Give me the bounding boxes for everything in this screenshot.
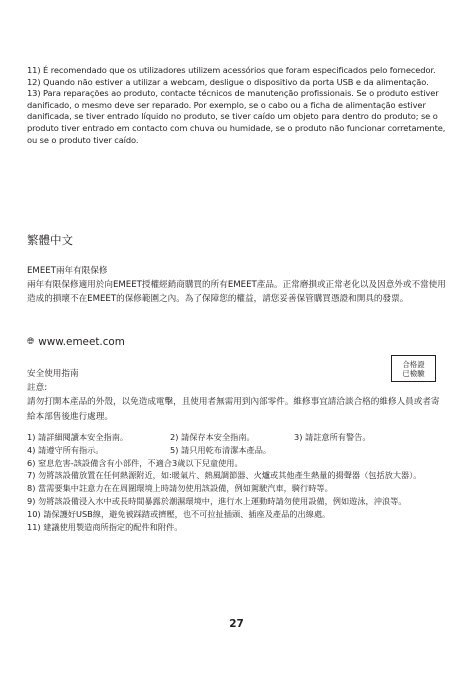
warranty-section xyxy=(27,264,447,307)
note-text: 請勿打開本產品的外殼，以免造成電擊，且使用者無需用到內部零件。維修事宜請洽談合格的維修人員或者寄給本部售後進行處理。 xyxy=(27,397,440,422)
safety-row-1 xyxy=(27,431,447,444)
pt-item-11: 11) É recomendado que os utilizadores utilizem acessórios que foram especificados pelo fornecedor. xyxy=(27,65,436,75)
safety-item-4: 4) 請遵守所有指示。 xyxy=(27,444,104,455)
page-number: 27 xyxy=(229,618,244,630)
safety-items-list xyxy=(27,431,447,533)
safety-row-2 xyxy=(27,444,447,457)
safety-item-7: 7) 勿將該設備放置在任何熱源附近，如:暖氣片、熱風調節器、火爐或其他產生熱量的揚聲器（包括放大器）。 xyxy=(27,470,422,481)
warranty-text: 兩年有限保修適用於向EMEET授權經銷商購買的所有EMEET產品。正常磨損或正常老化以及因意外或不當使用造成的損壞不在EMEET的保修範圍之內。為了保障您的權益，請您妥善保管購買憑證和開具的發票。 xyxy=(27,280,446,305)
safety-item-2: 2) 請保存本安全指南。 xyxy=(170,432,255,442)
safety-title: 安全使用指南 xyxy=(27,369,79,379)
safety-item-8: 8) 當需要集中註意力在在周圍環境上時請勿使用該設備，例如駕駛汽車，騎行時等。 xyxy=(27,483,333,494)
section-heading-traditional-chinese: 繁體中文 xyxy=(27,233,73,247)
safety-item-5: 5) 請只用乾布清潔本產品。 xyxy=(170,444,272,455)
warranty-title: EMEET兩年有限保修 xyxy=(27,266,108,276)
website-url: www.emeet.com xyxy=(38,336,125,348)
portuguese-safety-list xyxy=(27,65,447,146)
safety-item-1: 1) 請詳細閱讀本安全指南。 xyxy=(27,432,129,442)
safety-item-10: 10) 請保護好USB線，避免被踩踏或擠壓，也不可拉扯插頭、插座及產品的出線處。 xyxy=(27,508,331,519)
pt-item-12: 12) Quando não estiver a utilizar a webcam, desligue o dispositivo da porta USB e da alimentação. xyxy=(27,76,429,87)
note-label: 註意: xyxy=(27,383,48,394)
safety-item-3: 3) 請註意所有警告。 xyxy=(294,432,371,442)
website-line xyxy=(27,336,125,348)
safety-item-11: 11) 建議使用製造商所指定的配件和附件。 xyxy=(27,521,183,532)
globe-icon: 🌐︎ xyxy=(27,336,35,347)
safety-guide-section xyxy=(27,367,447,424)
safety-item-6: 6) 窒息危害-該設備含有小部件，不適合3歲以下兒童使用。 xyxy=(27,457,243,468)
pt-item-13: 13) Para reparações ao produto, contacte técnicos de manutenção profissionais. Se o produto estiver danificado, o mesmo deve ser reparado. Por exemplo, se o cabo ou a ficha de alimentação estiver danificada, se tiver entrado líquido no produto, se tiver caído um objeto para dentro do produto; se o produto tiver entrado em contacto com chuva ou humidade, se o produto não funcionar corretamente, ou se o produto tiver caído. xyxy=(27,88,446,145)
seal-line-1: 合格證 xyxy=(402,359,425,369)
safety-item-9: 9) 勿將該設備浸入水中或長時間暴露於潮濕環境中，進行水上運動時請勿使用設備，例如遊泳，沖浪等。 xyxy=(27,495,407,506)
seal-line-2: 已檢驗 xyxy=(402,368,425,378)
